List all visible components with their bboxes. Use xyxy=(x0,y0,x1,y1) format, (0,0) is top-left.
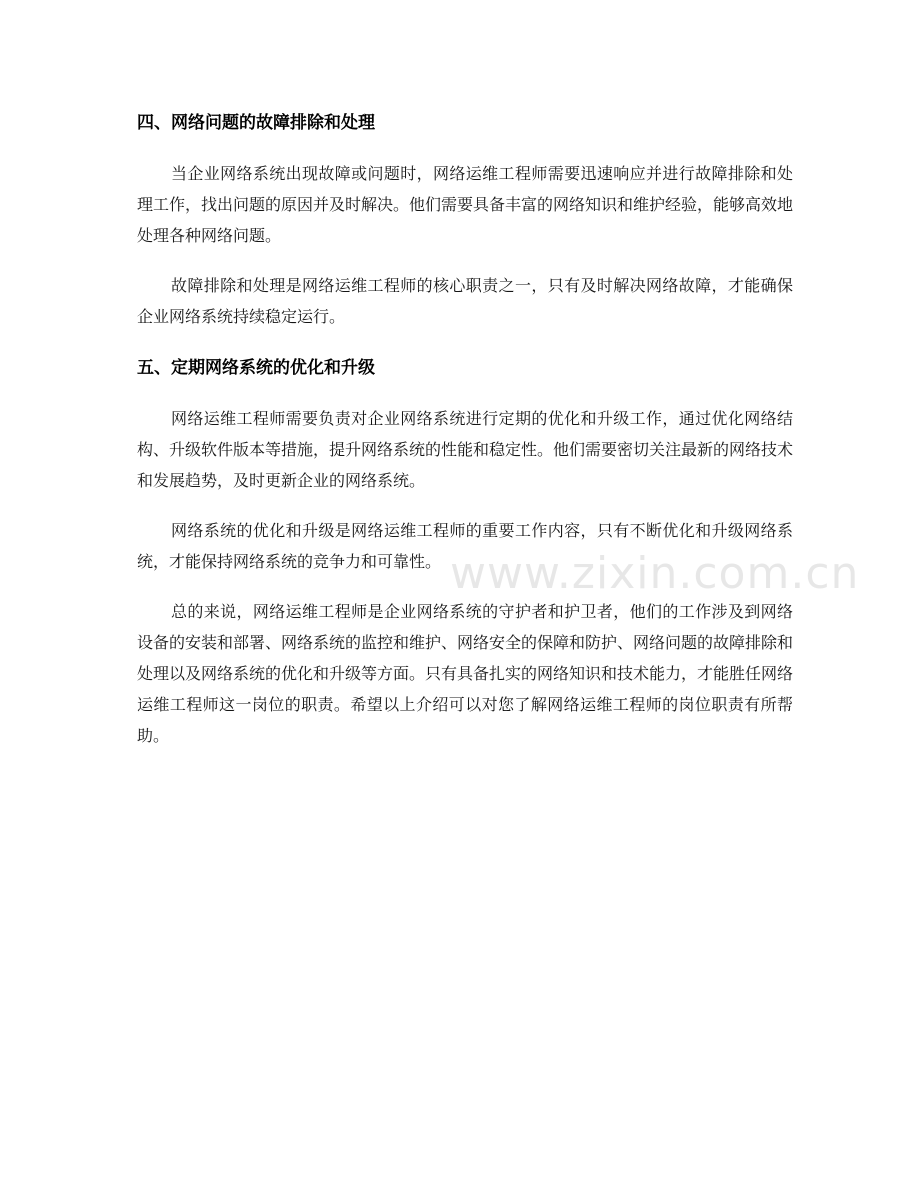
watermark: www.zixin.com.cn xyxy=(450,548,860,599)
paragraph: 故障排除和处理是网络运维工程师的核心职责之一，只有及时解决网络故障，才能确保企业网络系统持续稳定运行。 xyxy=(137,276,793,326)
section-heading: 四、网络问题的故障排除和处理 xyxy=(137,113,375,133)
section-optimization xyxy=(137,351,793,577)
section-troubleshooting xyxy=(137,106,793,332)
paragraph: 当企业网络系统出现故障或问题时，网络运维工程师需要迅速响应并进行故障排除和处理工作，找出问题的原因并及时解决。他们需要具备丰富的网络知识和维护经验，能够高效地处理各种网络问题。 xyxy=(137,164,794,245)
section-heading: 五、定期网络系统的优化和升级 xyxy=(137,358,375,378)
summary-paragraph: 总的来说，网络运维工程师是企业网络系统的守护者和护卫者，他们的工作涉及到网络设备的安装和部署、网络系统的监控和维护、网络安全的保障和防护、网络问题的故障排除和处理以及网络系统的优化和升级等方面。只有具备扎实的网络知识和技术能力，才能胜任网络运维工程师这一岗位的职责。希望以上介绍可以对您了解网络运维工程师的岗位职责有所帮助。 xyxy=(137,602,794,745)
document-body xyxy=(137,106,793,751)
paragraph: 网络运维工程师需要负责对企业网络系统进行定期的优化和升级工作，通过优化网络结构、升级软件版本等措施，提升网络系统的性能和稳定性。他们需要密切关注最新的网络技术和发展趋势，及时更新企业的网络系统。 xyxy=(137,409,794,490)
paragraph: 网络系统的优化和升级是网络运维工程师的重要工作内容，只有不断优化和升级网络系统，才能保持网络系统的竞争力和可靠性。 xyxy=(137,521,793,571)
